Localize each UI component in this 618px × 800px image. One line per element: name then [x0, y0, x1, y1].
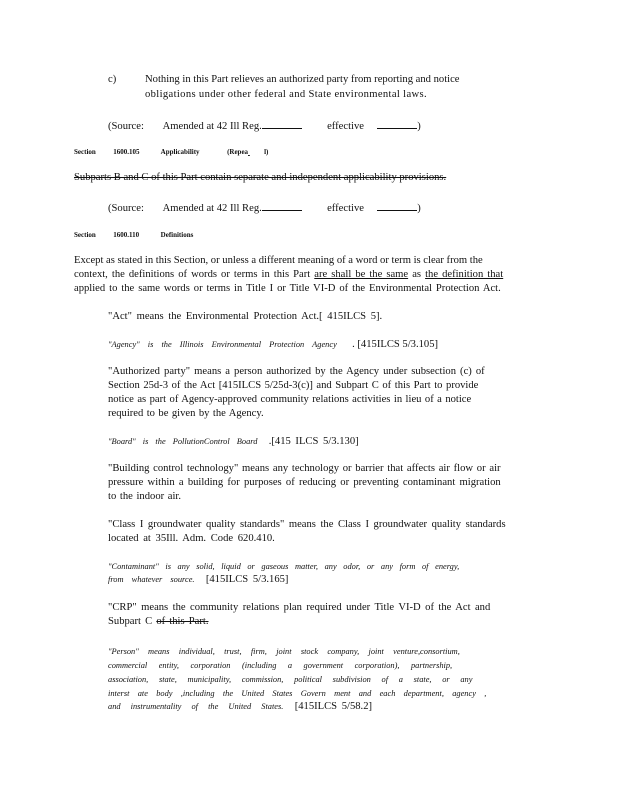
- def-crp-line-1: "CRP" means the community relations plan required under Title VI-D of the Act and: [108, 602, 491, 613]
- intro-line-2: context, the definitions of words or terms in this Part are shall be the same as the definition that: [74, 269, 504, 280]
- def-authorized-line-1: "Authorized party" means a person authorized by the Agency under subsection (c) of: [108, 366, 485, 377]
- section-title: Definitions: [160, 231, 194, 239]
- def-board: "Board" is the PollutionControl Board .[415 ILCS 5/3.130]: [108, 436, 359, 447]
- def-authorized-line-3: notice as part of Agency-approved community relations activities in lieu of a notice: [108, 394, 472, 405]
- def-building-line-2: pressure within a building for purposes of reducing or preventing contaminant migration: [108, 477, 501, 488]
- source-note-1: [108, 118, 421, 133]
- struck-applicability-text: Subparts B and C of this Part contain separate and independent applicability provisions.: [74, 172, 447, 183]
- section-word: Section: [74, 148, 96, 156]
- def-person-line-1: "Person" means individual, trust, firm, joint stock company, joint venture,consortium,: [108, 647, 460, 656]
- effective-blank: [377, 118, 417, 129]
- c-item-line1: [145, 74, 499, 86]
- section-number: 1600.110: [113, 231, 140, 239]
- def-person-line-3: association, state, municipality, commission, political subdivision of a state, or any: [108, 675, 473, 684]
- c-item-line2: obligations under other federal and State environmental laws.: [145, 89, 427, 100]
- inserted-text-2: the definition that: [425, 269, 504, 280]
- section-title: Applicability: [160, 148, 200, 156]
- def-contaminant-line-2: from whatever source. [415ILCS 5/3.165]: [108, 574, 289, 585]
- struck-text: of this Part: [156, 616, 206, 627]
- def-person-line-4: interst ate body ,including the United States Govern ment and each department, agency ,: [108, 689, 487, 698]
- def-agency: "Agency" is the Illinois Environmental Protection Agency . [415ILCS 5/3.105]: [108, 339, 439, 350]
- def-building-line-3: to the indoor air.: [108, 491, 182, 502]
- def-person-line-2: commercial entity, corporation (including a government corporation), partnership,: [108, 661, 453, 670]
- effective-blank: [377, 200, 417, 211]
- effective-label: effective: [327, 203, 364, 214]
- section-heading-1600-105: [74, 146, 268, 158]
- effective-label: effective: [327, 121, 364, 132]
- def-building-line-1: "Building control technology" means any technology or barrier that affects air flow or air: [108, 463, 501, 474]
- source-label: (Source:: [108, 121, 144, 132]
- intro-line-3: applied to the same words or terms in Title I or Title VI-D of the Environmental Protection Act.: [74, 283, 501, 294]
- intro-line-1: Except as stated in this Section, or unless a different meaning of a word or term is clear from the: [74, 255, 483, 266]
- def-crp-line-2: Subpart C of this Part.: [108, 616, 209, 627]
- inserted-text: are shall be the same: [314, 269, 409, 280]
- def-classi-line-1: "Class I groundwater quality standards" means the Class I groundwater quality standards: [108, 519, 506, 530]
- source-note-2: [108, 200, 421, 215]
- c-item-text-1: Nothing in this Part relieves an authorized party from reporting and notice: [145, 74, 460, 85]
- c-item-label: c): [108, 74, 117, 85]
- section-word: Section: [74, 231, 96, 239]
- section-number: 1600.105: [113, 148, 140, 156]
- source-close: ): [417, 203, 421, 214]
- source-close: ): [417, 121, 421, 132]
- section-heading-1600-110: [74, 229, 193, 241]
- def-authorized-line-2: Section 25d-3 of the Act [415ILCS 5/25d-3(c)] and Subpart C of this Part to provide: [108, 380, 479, 391]
- source-label: (Source:: [108, 203, 144, 214]
- def-contaminant-line-1: "Contaminant" is any solid, liquid or gaseous matter, any odor, or any form of energy,: [108, 562, 460, 571]
- reg-blank: [262, 118, 302, 129]
- repeal-status: (Repea l): [227, 148, 269, 156]
- def-classi-line-2: located at 35Ill. Adm. Code 620.410.: [108, 533, 275, 544]
- def-authorized-line-4: required to be given by the Agency.: [108, 408, 264, 419]
- amended-text: Amended at 42 Ill Reg.: [162, 203, 262, 214]
- reg-blank: [262, 200, 302, 211]
- def-person-line-5: and instrumentality of the United States. [415ILCS 5/58.2]: [108, 701, 373, 712]
- amended-text: Amended at 42 Ill Reg.: [162, 121, 262, 132]
- def-act: "Act" means the Environmental Protection Act.[ 415ILCS 5].: [108, 311, 383, 322]
